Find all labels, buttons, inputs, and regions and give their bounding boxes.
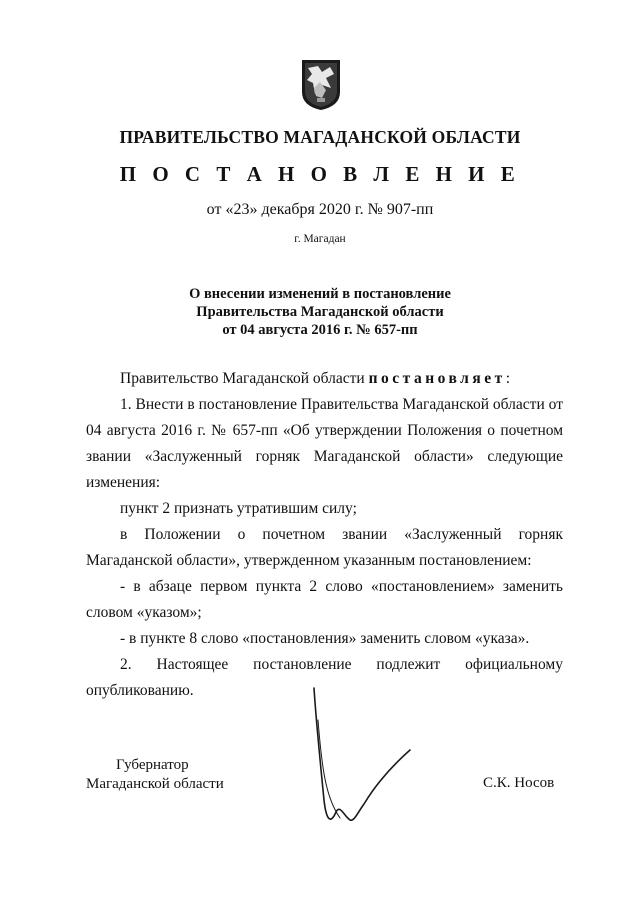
document-type: П О С Т А Н О В Л Е Н И Е — [119, 162, 521, 186]
title-line: от 04 августа 2016 г. № 657-пп — [222, 322, 418, 338]
intro-text: Правительство Магаданской области — [120, 370, 369, 387]
paragraph: 2. Настоящее постановление подлежит официальному опубликованию. — [86, 656, 563, 699]
handwritten-signature — [300, 680, 420, 830]
document-date-number: от «23» декабря 2020 г. № 907-пп — [206, 201, 434, 218]
intro-colon: : — [505, 370, 511, 387]
paragraph: в Положении о почетном звании «Заслуженный горняк Магаданской области», утвержденном указанным постановлением: — [86, 526, 563, 569]
intro-emphasis: постановляет — [368, 370, 506, 387]
government-name: ПРАВИТЕЛЬСТВО МАГАДАНСКОЙ ОБЛАСТИ — [119, 127, 521, 147]
paragraph: - в пункте 8 слово «постановления» заменить словом «указа». — [120, 630, 530, 647]
intro-paragraph — [86, 366, 563, 392]
coat-of-arms-icon — [300, 58, 342, 112]
position-line: Губернатор — [116, 757, 189, 773]
title-line: О внесении изменений в постановление — [189, 286, 451, 302]
paragraph: - в абзаце первом пункта 2 слово «постановлением» заменить словом «указом»; — [86, 578, 563, 621]
signatory-name: С.К. Носов — [483, 775, 555, 791]
paragraph: пункт 2 признать утратившим силу; — [120, 500, 357, 517]
city: г. Магадан — [294, 233, 346, 245]
document-title — [0, 285, 640, 339]
position-line: Магаданской области — [86, 776, 224, 792]
signatory-position — [86, 756, 224, 794]
title-line: Правительства Магаданской области — [196, 304, 444, 320]
paragraph: 1. Внести в постановление Правительства Магаданской области от 04 августа 2016 г. № 657-пп «Об утверждении Положения о почетном звании «Заслуженный горняк Магаданской области» следующие изменения: — [86, 396, 563, 491]
document-body — [86, 366, 563, 704]
